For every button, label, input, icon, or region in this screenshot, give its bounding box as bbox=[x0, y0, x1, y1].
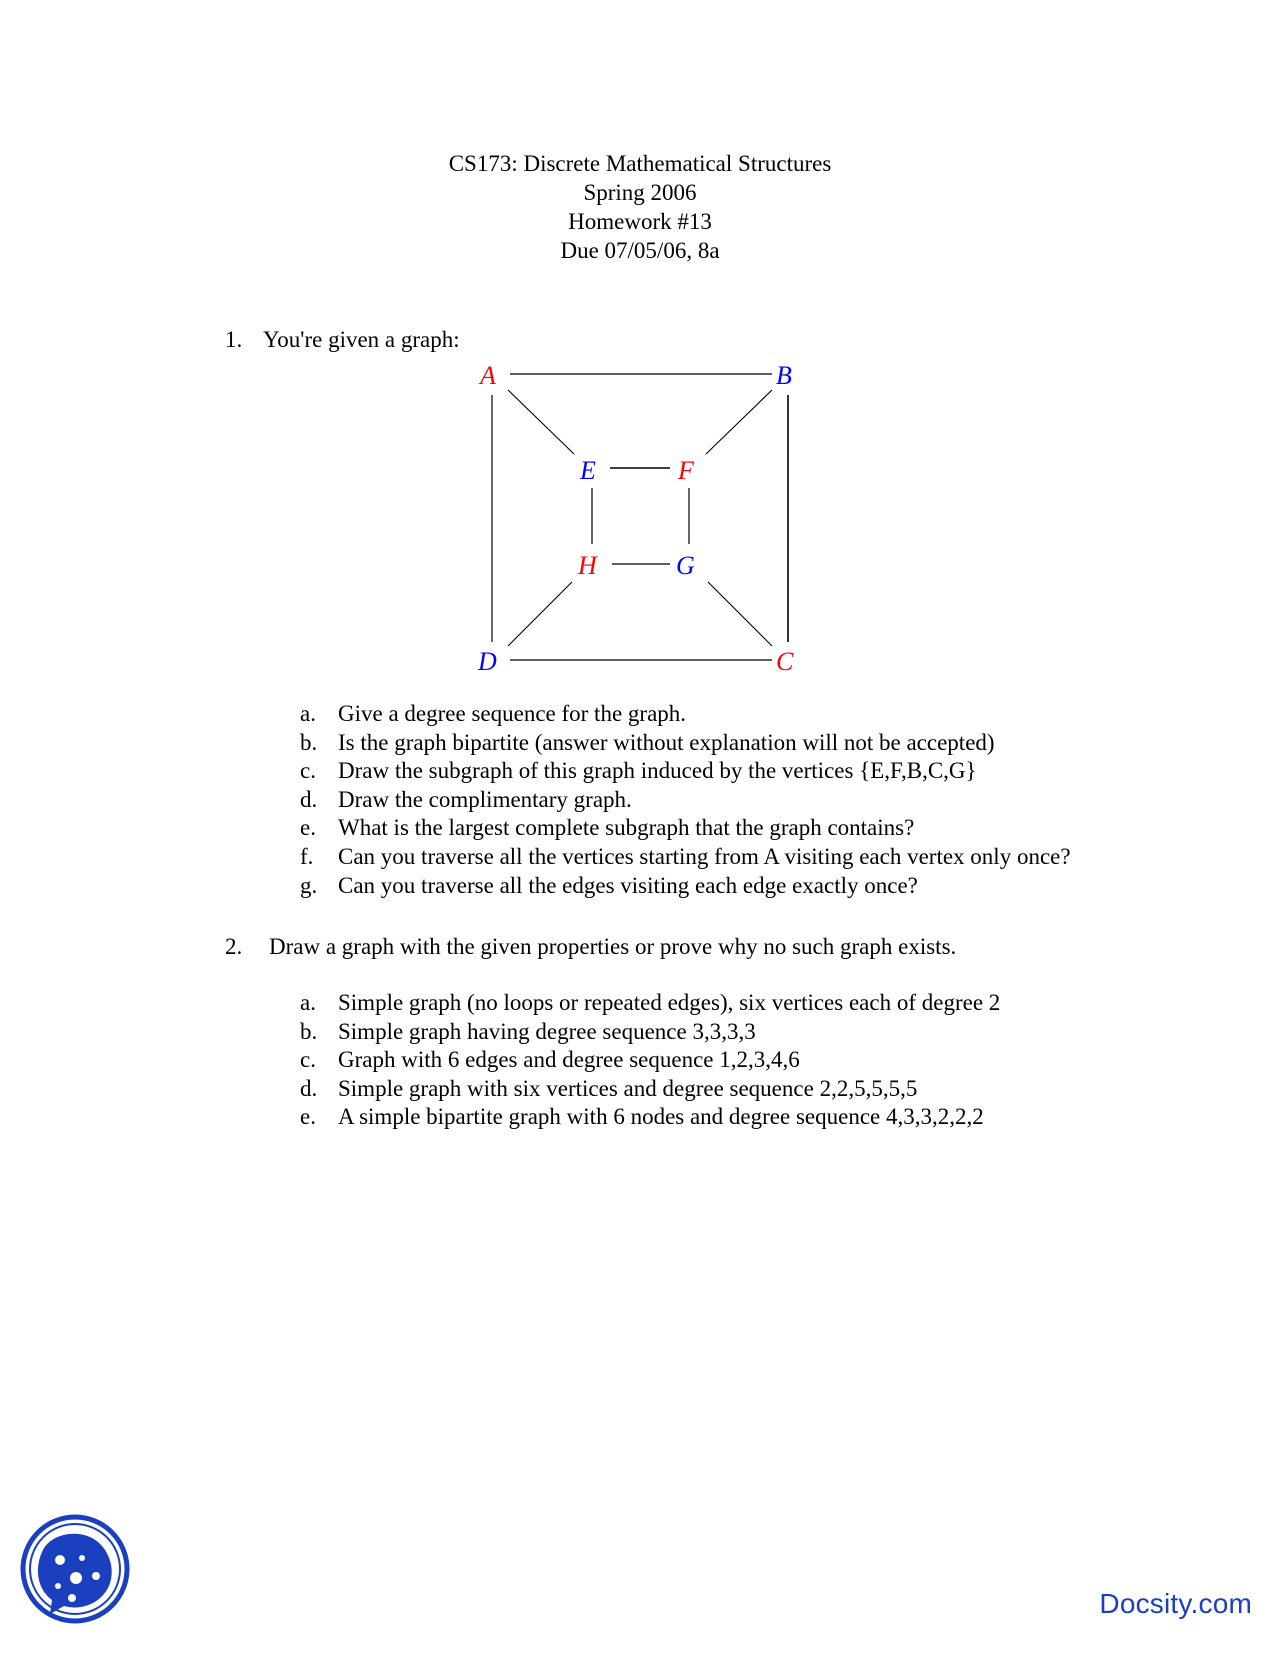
vertex-f: F bbox=[678, 456, 694, 485]
vertex-d: D bbox=[478, 647, 497, 676]
item-label: b. bbox=[300, 729, 318, 755]
item-text: Give a degree sequence for the graph. bbox=[338, 701, 687, 726]
item-text: Simple graph with six vertices and degree sequence 2,2,5,5,5,5 bbox=[338, 1075, 918, 1101]
term: Spring 2006 bbox=[583, 180, 697, 205]
vertex-a: A bbox=[480, 361, 496, 390]
list-item bbox=[300, 1103, 1000, 1132]
list-item bbox=[300, 729, 1098, 758]
question-number: 1. bbox=[225, 327, 243, 352]
edge-c-g bbox=[708, 582, 772, 646]
edge-b-f bbox=[706, 390, 772, 454]
item-label: c. bbox=[300, 758, 316, 784]
list-item bbox=[300, 786, 1098, 815]
list-item bbox=[300, 1018, 1000, 1047]
question-text: Draw a graph with the given properties or prove why no such graph exists. bbox=[269, 934, 957, 959]
item-text: Draw the subgraph of this graph induced by the vertices {E,F,B,C,G} bbox=[338, 758, 977, 784]
item-label: d. bbox=[300, 786, 318, 812]
item-label: a. bbox=[300, 701, 316, 726]
course-title: CS173: Discrete Mathematical Structures bbox=[448, 151, 832, 176]
item-text: Graph with 6 edges and degree sequence 1,2,3,4,6 bbox=[338, 1047, 800, 1073]
vertex-e: E bbox=[580, 456, 596, 485]
homework-number: Homework #13 bbox=[568, 209, 712, 234]
item-text: Simple graph having degree sequence 3,3,3,3 bbox=[338, 1018, 756, 1044]
item-label: f. bbox=[300, 843, 314, 869]
docsity-brand-link[interactable]: Docsity.com bbox=[1099, 1588, 1252, 1619]
item-label: e. bbox=[300, 815, 316, 841]
list-item bbox=[300, 700, 1098, 729]
list-item bbox=[300, 843, 1098, 872]
vertex-c: C bbox=[776, 647, 794, 676]
edge-d-h bbox=[508, 582, 572, 646]
item-label: g. bbox=[300, 872, 318, 898]
question-number: 2. bbox=[225, 934, 243, 959]
list-item bbox=[300, 872, 1098, 901]
question-text: You're given a graph: bbox=[263, 327, 460, 352]
due-date: Due 07/05/06, 8a bbox=[560, 238, 720, 263]
list-item bbox=[300, 814, 1098, 843]
list-item bbox=[300, 1046, 1000, 1075]
list-item bbox=[300, 989, 1000, 1018]
item-text: Simple graph (no loops or repeated edges), six vertices each of degree 2 bbox=[338, 990, 1001, 1015]
docsity-logo-icon bbox=[20, 1514, 130, 1624]
item-label: d. bbox=[300, 1075, 318, 1101]
item-text: A simple bipartite graph with 6 nodes and degree sequence 4,3,3,2,2,2 bbox=[338, 1104, 984, 1130]
vertex-b: B bbox=[776, 361, 792, 390]
item-label: b. bbox=[300, 1018, 318, 1044]
graph-diagram bbox=[0, 0, 1280, 700]
item-label: e. bbox=[300, 1104, 316, 1130]
item-text: Can you traverse all the vertices starting from A visiting each vertex only once? bbox=[338, 843, 1071, 869]
item-text: What is the largest complete subgraph that the graph contains? bbox=[338, 815, 915, 841]
edge-a-e bbox=[508, 390, 574, 454]
item-text: Can you traverse all the edges visiting each edge exactly once? bbox=[338, 872, 918, 898]
question-2-items bbox=[300, 989, 1000, 1132]
vertex-h: H bbox=[578, 551, 597, 580]
list-item bbox=[300, 757, 1098, 786]
vertex-g: G bbox=[676, 551, 695, 580]
item-label: a. bbox=[300, 990, 316, 1015]
list-item bbox=[300, 1075, 1000, 1104]
item-text: Draw the complimentary graph. bbox=[338, 786, 632, 812]
item-text: Is the graph bipartite (answer without explanation will not be accepted) bbox=[338, 729, 995, 755]
item-label: c. bbox=[300, 1047, 316, 1073]
question-1-items bbox=[300, 700, 1098, 900]
